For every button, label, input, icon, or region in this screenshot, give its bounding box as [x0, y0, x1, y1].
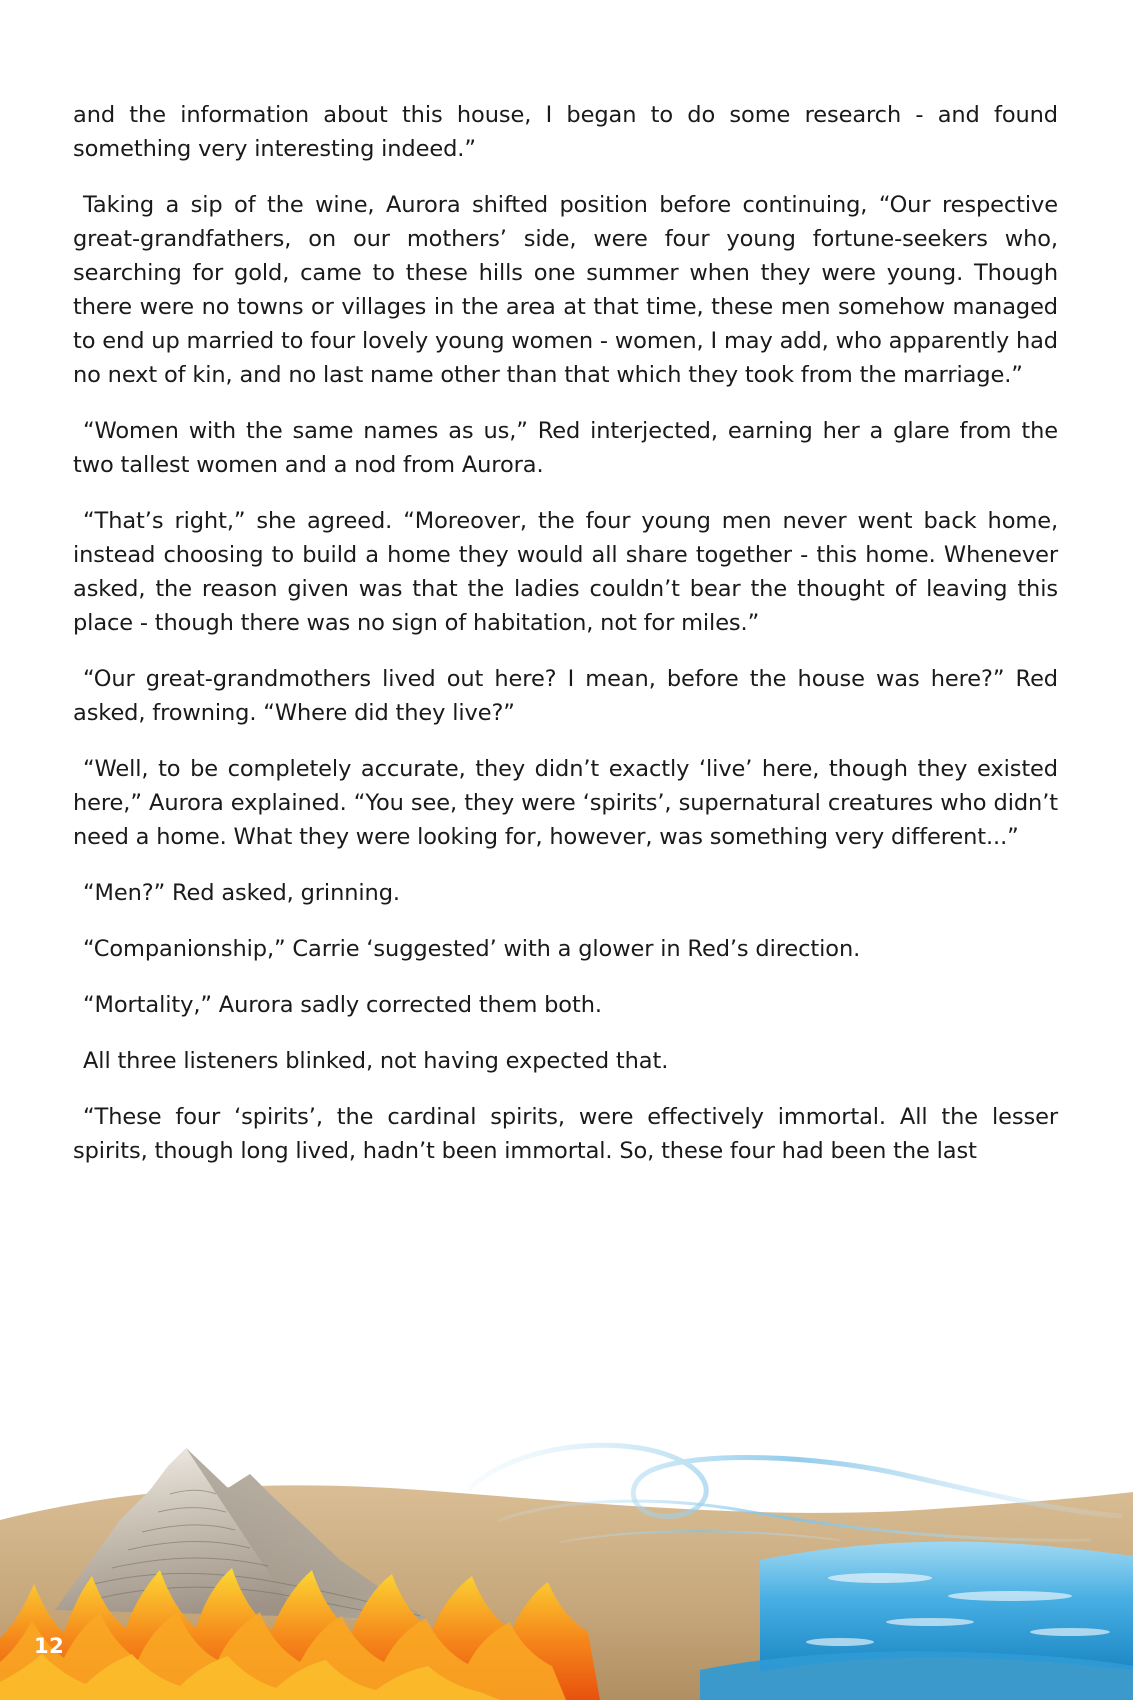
footer-illustration [0, 1370, 1133, 1700]
paragraph: “Men?” Red asked, grinning. [83, 880, 400, 906]
paragraph: “That’s right,” she agreed. “Moreover, the four young men never went back home, instead choosing to build a home they would all share together - this home. Whenever asked, the reason given was that the ladies couldn’t bear the thought of leaving this place - though there was no sign of habitation, not for miles.” [73, 508, 1058, 636]
paragraph: and the information about this house, I began to do some research - and found something very interesting indeed.” [73, 102, 1058, 162]
paragraph: Taking a sip of the wine, Aurora shifted position before continuing, “Our respective great-grandfathers, on our mothers’ side, were four young fortune-seekers who, searching for gold, came to these hills one summer when they were young. Though there were no towns or villages in the area at that time, these men somehow managed to end up married to four lovely young women - women, I may add, who apparently had no next of kin, and no last name other than that which they took from the marriage.” [73, 192, 1058, 388]
paragraph: “Our great-grandmothers lived out here? I mean, before the house was here?” Red asked, frowning. “Where did they live?” [73, 666, 1058, 726]
footer-illustration-svg [0, 1370, 1133, 1700]
body-text-column [73, 98, 1058, 1168]
paragraph: “These four ‘spirits’, the cardinal spirits, were effectively immortal. All the lesser spirits, though long lived, hadn’t been immortal. So, these four had been the last [73, 1104, 1058, 1164]
paragraph: “Well, to be completely accurate, they didn’t exactly ‘live’ here, though they existed here,” Aurora explained. “You see, they were ‘spirits’, supernatural creatures who didn’t need a home. What they were looking for, however, was something very different...” [73, 756, 1058, 850]
page-number: 12 [34, 1634, 65, 1658]
paragraph: “Women with the same names as us,” Red interjected, earning her a glare from the two tallest women and a nod from Aurora. [73, 418, 1058, 478]
paragraph: All three listeners blinked, not having expected that. [83, 1048, 669, 1074]
paragraph: “Companionship,” Carrie ‘suggested’ with a glower in Red’s direction. [83, 936, 861, 962]
paragraph: “Mortality,” Aurora sadly corrected them both. [83, 992, 602, 1018]
